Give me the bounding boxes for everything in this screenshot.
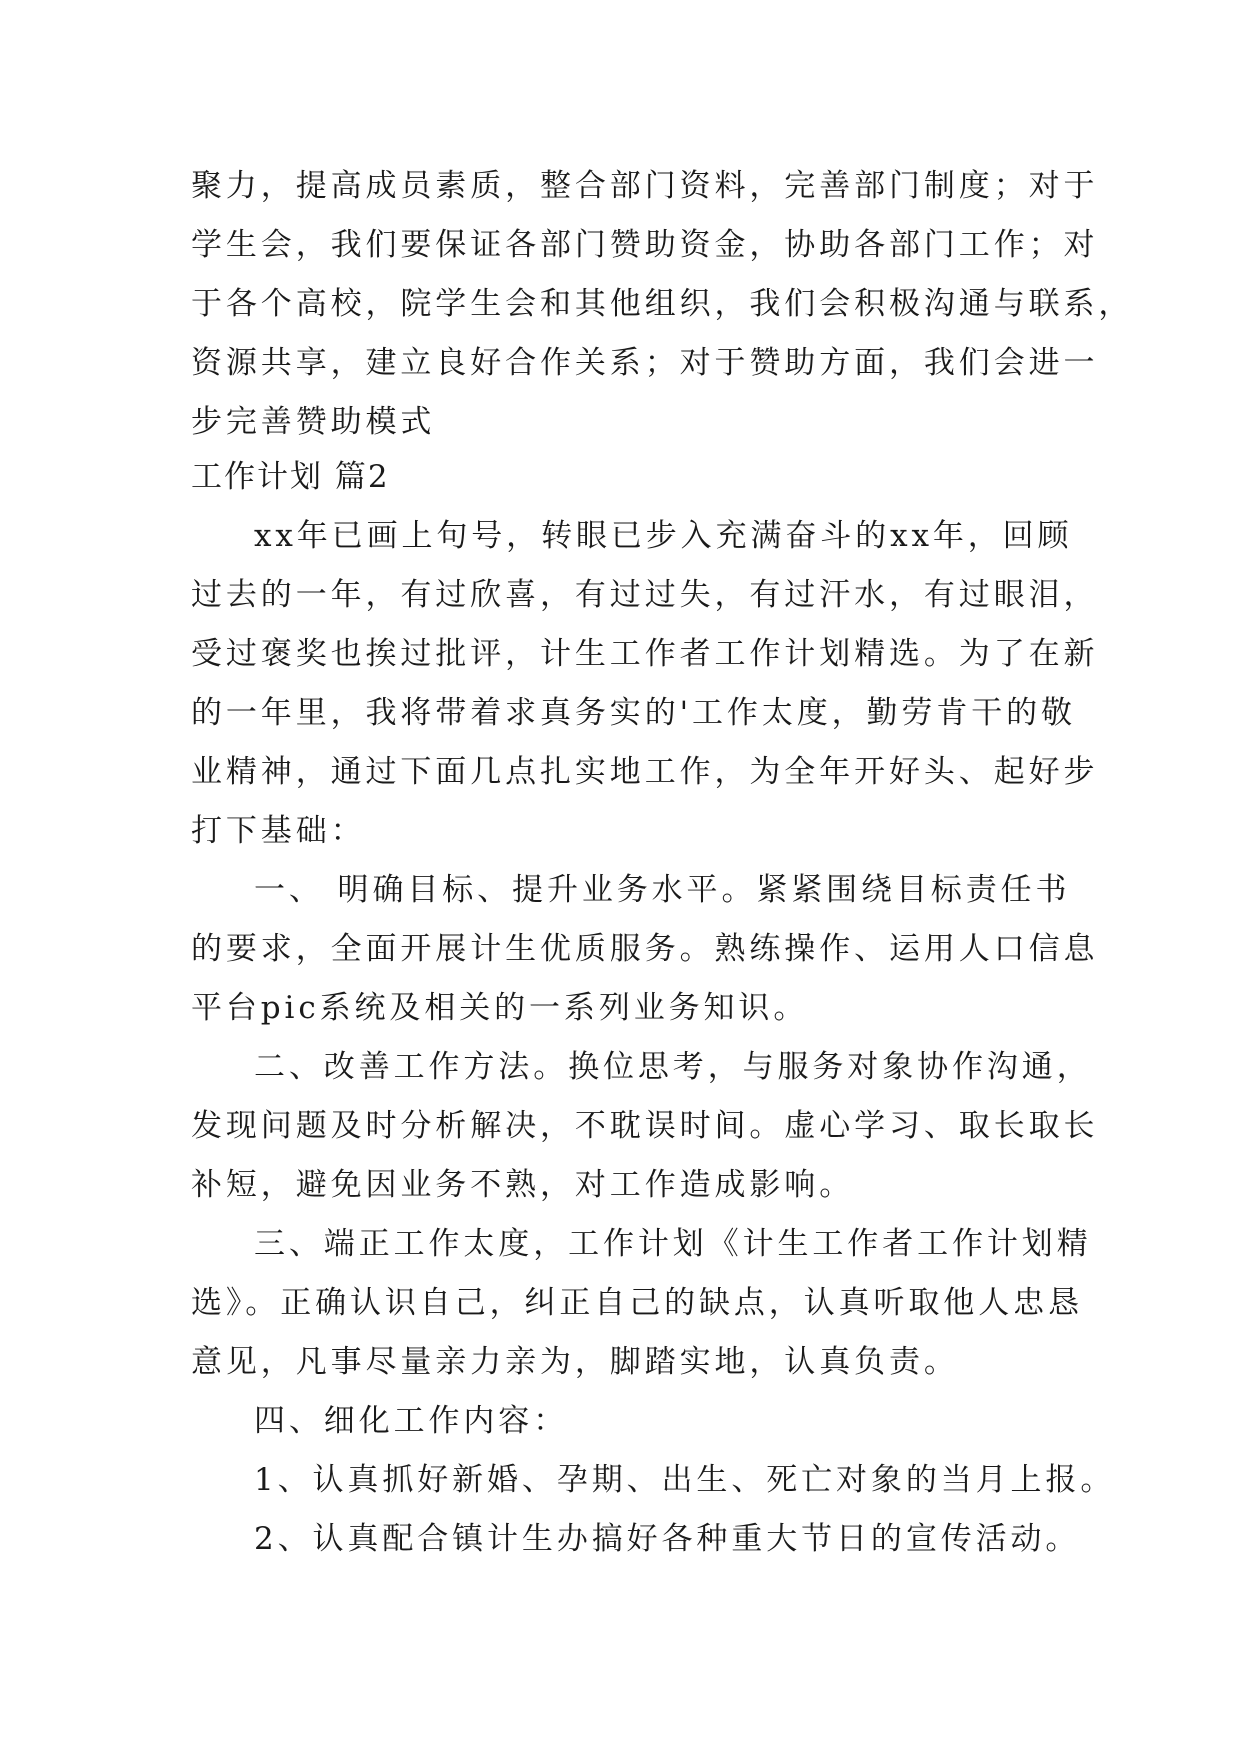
paragraph-first-line: 三、端正工作太度，工作计划《计生工作者工作计划精 <box>254 1226 1092 1262</box>
text-line: 学生会，我们要保证各部门赞助资金，协助各部门工作；对 <box>191 227 1099 263</box>
text-line: 选》。正确认识自己，纠正自己的缺点，认真听取他人忠恳 <box>191 1285 1083 1321</box>
text-line: 聚力，提高成员素质，整合部门资料，完善部门制度；对于 <box>191 168 1099 204</box>
text-line: 平台pic系统及相关的一系列业务知识。 <box>191 990 809 1026</box>
text-line: 发现问题及时分析解决，不耽误时间。虚心学习、取长取长 <box>191 1108 1099 1144</box>
text-line: 受过褒奖也挨过批评，计生工作者工作计划精选。为了在新 <box>191 636 1099 672</box>
text-line: 补短，避免因业务不熟，对工作造成影响。 <box>191 1167 855 1203</box>
text-line: 的一年里，我将带着求真务实的'工作太度，勤劳肯干的敬 <box>191 695 1076 731</box>
text-line: 步完善赞助模式 <box>191 404 436 440</box>
text-line: 意见，凡事尽量亲力亲为，脚踏实地，认真负责。 <box>191 1344 959 1380</box>
section-heading: 工作计划 篇2 <box>191 459 390 495</box>
paragraph-first-line: 一、 明确目标、提升业务水平。紧紧围绕目标责任书 <box>254 872 1071 908</box>
text-line: 业精神，通过下面几点扎实地工作，为全年开好头、起好步 <box>191 754 1099 790</box>
list-item: 1、认真抓好新婚、孕期、出生、死亡对象的当月上报。 <box>254 1462 1116 1498</box>
list-item: 2、认真配合镇计生办搞好各种重大节日的宣传活动。 <box>254 1521 1081 1557</box>
text-line: 于各个高校，院学生会和其他组织，我们会积极沟通与联系， <box>191 286 1134 322</box>
paragraph-first-line: 二、改善工作方法。换位思考，与服务对象协作沟通， <box>254 1049 1092 1085</box>
text-line: 的要求，全面开展计生优质服务。熟练操作、运用人口信息 <box>191 931 1099 967</box>
text-line: 资源共享，建立良好合作关系；对于赞助方面，我们会进一 <box>191 345 1099 381</box>
text-line: 打下基础： <box>191 813 366 849</box>
paragraph-first-line: xx年已画上句号，转眼已步入充满奋斗的xx年，回顾 <box>254 518 1073 554</box>
paragraph-first-line: 四、细化工作内容： <box>254 1403 569 1439</box>
text-line: 过去的一年，有过欣喜，有过过失，有过汗水，有过眼泪， <box>191 577 1099 613</box>
